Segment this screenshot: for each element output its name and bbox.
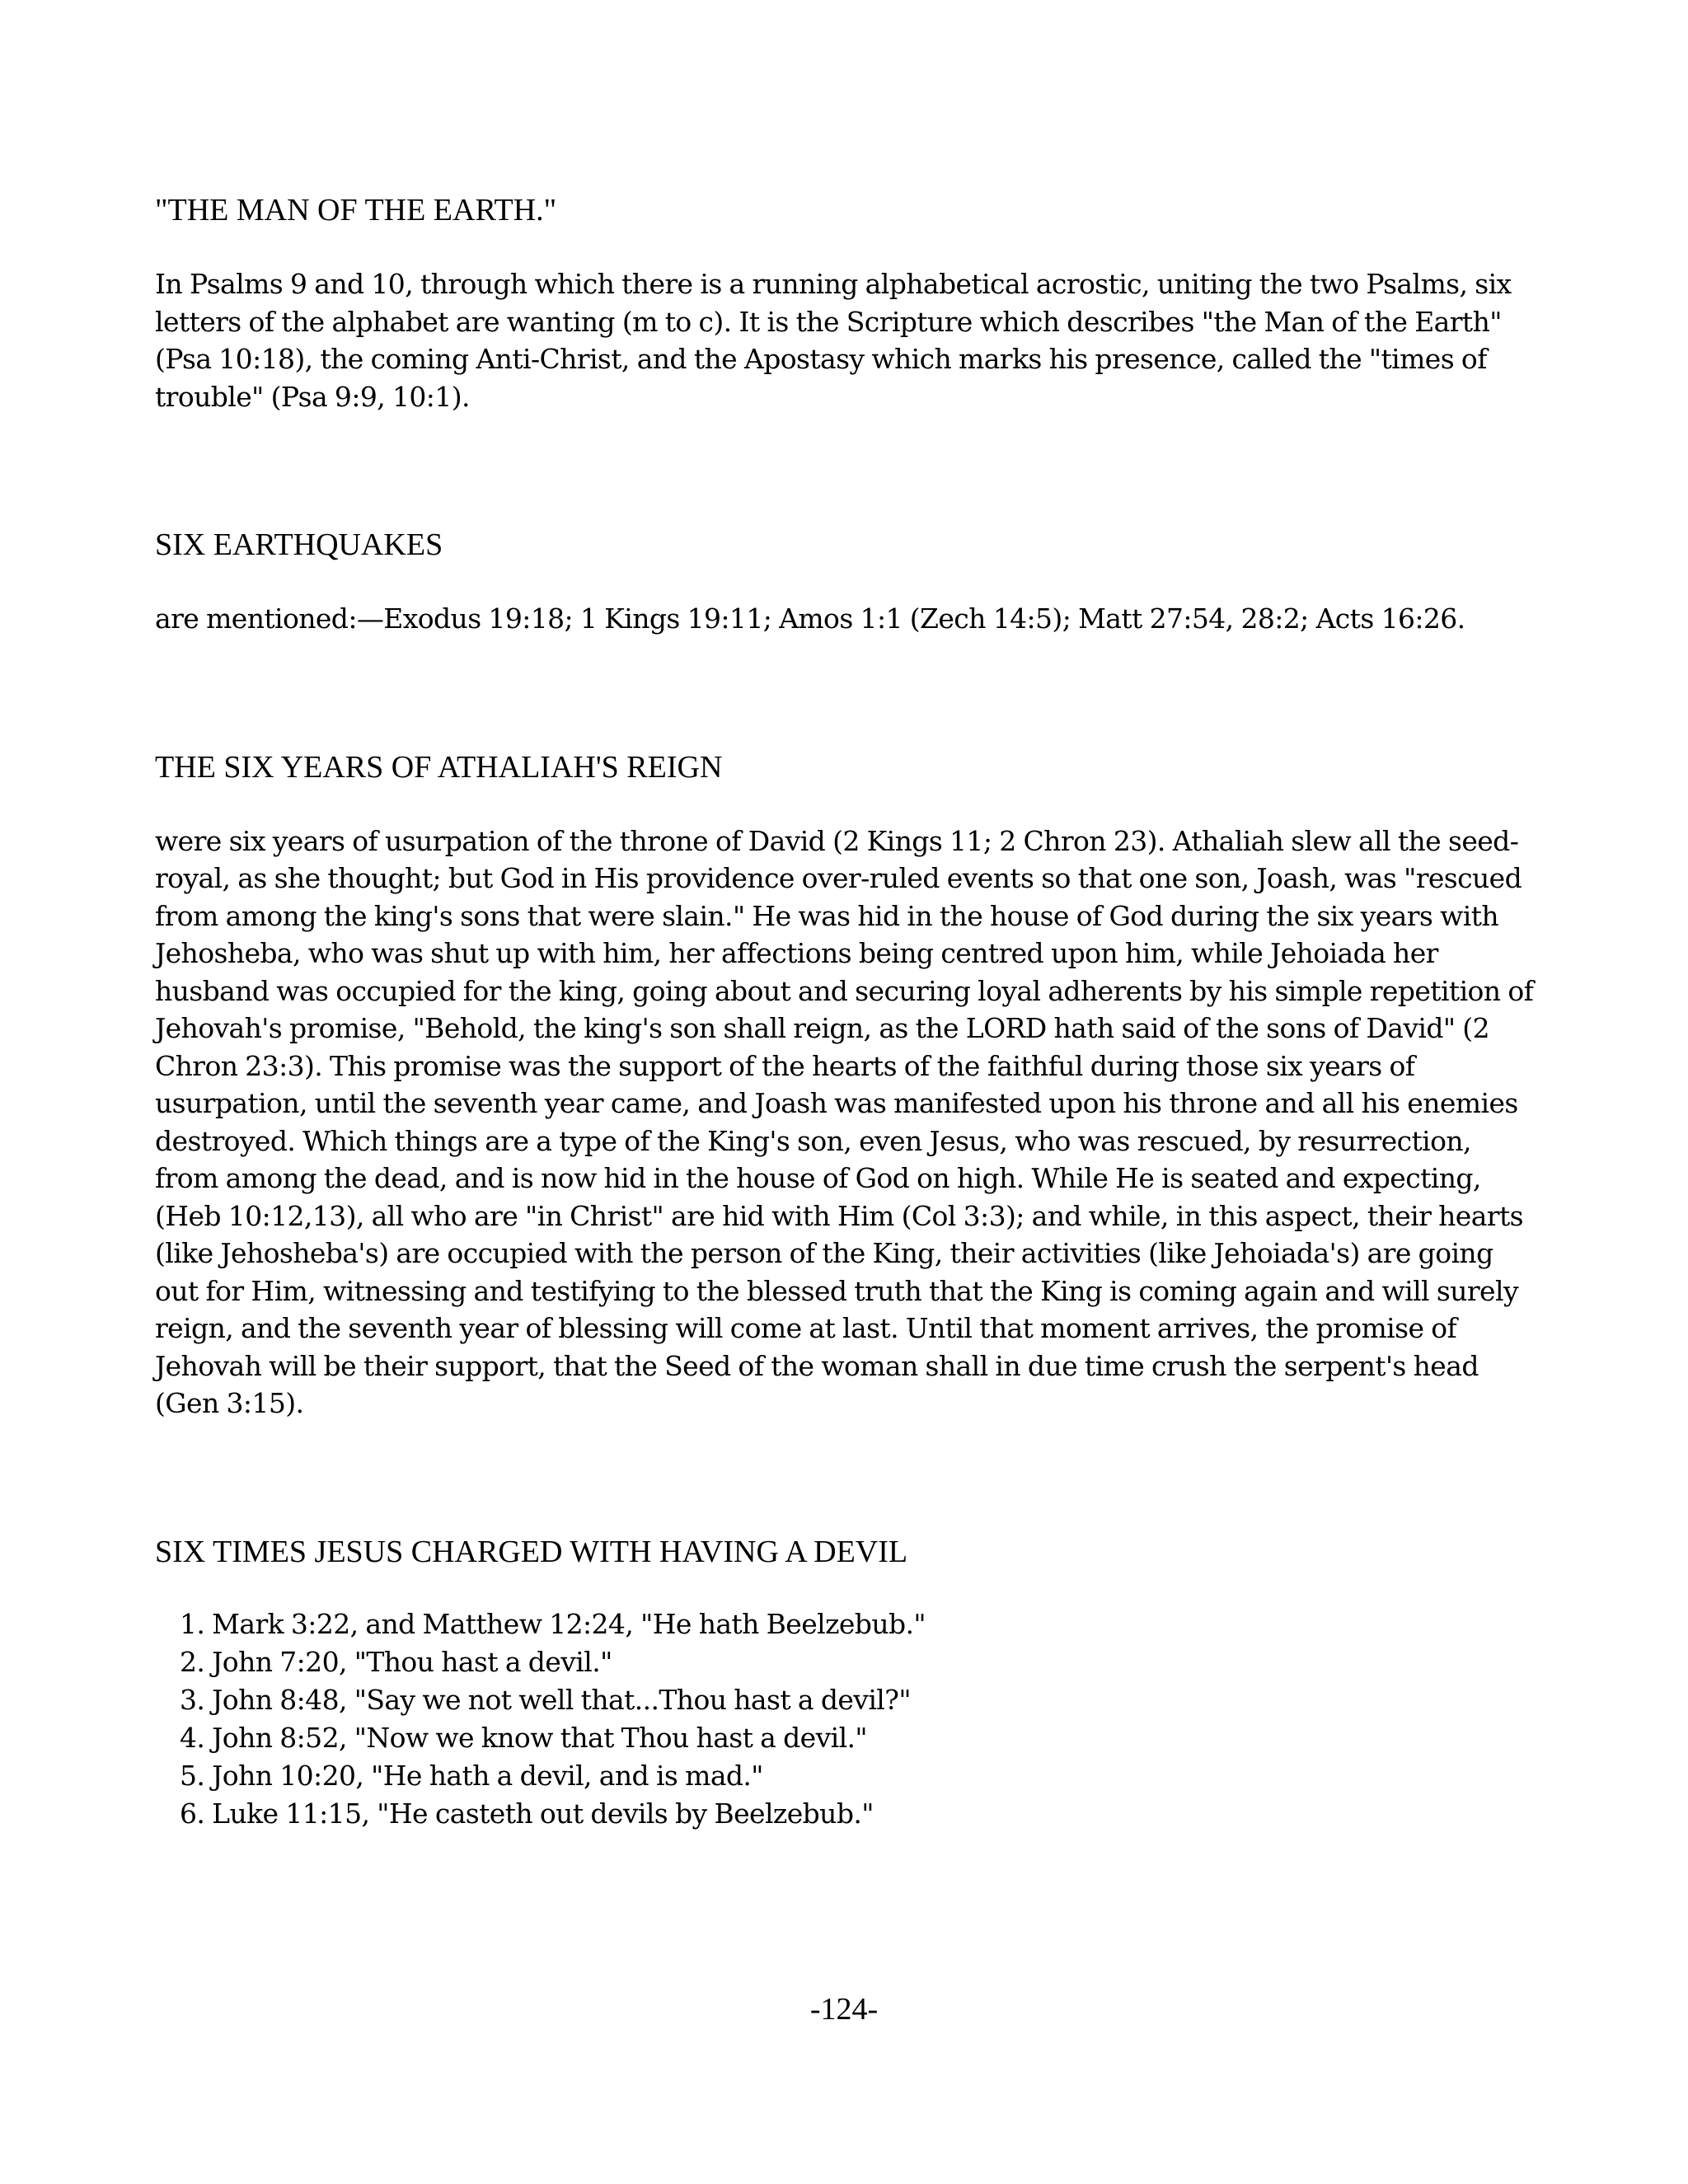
list-item: 1. Mark 3:22, and Matthew 12:24, "He hath Beelzebub." [180, 1607, 926, 1640]
list-item: 4. John 8:52, "Now we know that Thou hast a devil." [180, 1721, 867, 1754]
section-body-man-of-earth: In Psalms 9 and 10, through which there is a running alphabetical acrostic, uniting the two Psalms, six letters of the alphabet are wanting (m to c). It is the Scripture which describes "the Man of the Earth" (Psa 10:18), the coming Anti-Christ, and the Apostasy which marks his presence, called the "times of trouble" (Psa 9:9, 10:1). [155, 268, 1512, 413]
section-heading-devil-charges: SIX TIMES JESUS CHARGED WITH HAVING A DEVIL [155, 1534, 908, 1569]
section-body-earthquakes: are mentioned:—Exodus 19:18; 1 Kings 19:11; Amos 1:1 (Zech 14:5); Matt 27:54, 28:2; Acts 16:26. [155, 602, 1465, 635]
devil-charges-list [155, 1605, 1540, 1833]
page-number: -124- [809, 1992, 879, 2027]
section-heading-earthquakes: SIX EARTHQUAKES [155, 527, 443, 562]
document-page [155, 191, 1540, 1833]
list-item: 5. John 10:20, "He hath a devil, and is mad." [180, 1759, 763, 1792]
list-item: 6. Luke 11:15, "He casteth out devils by Beelzebub." [180, 1797, 874, 1830]
section-heading-man-of-earth: "THE MAN OF THE EARTH." [155, 193, 557, 227]
list-item: 3. John 8:48, "Say we not well that...Thou hast a devil?" [180, 1683, 911, 1716]
section-heading-athaliah: THE SIX YEARS OF ATHALIAH'S REIGN [155, 749, 723, 785]
section-body-athaliah: were six years of usurpation of the throne of David (2 Kings 11; 2 Chron 23). Athaliah slew all the seed-royal, as she thought; but God in His providence over-ruled events so that one son, Joash, was "rescued from among the king's sons that were slain." He was hid in the house of God during the six years with Jehosheba, who was shut up with him, her affections being centred upon him, while Jehoiada her husband was occupied for the king, going about and securing loyal adherents by his simple repetition of Jehovah's promise, "Behold, the king's son shall reign, as the LORD hath said of the sons of David" (2 Chron 23:3). This promise was the support of the hearts of the faithful during those six years of usurpation, until the seventh year came, and Joash was manifested upon his throne and all his enemies destroyed. Which things are a type of the King's son, even Jesus, who was rescued, by resurrection, from among the dead, and is now hid in the house of God on high. While He is seated and expecting, (Heb 10:12,13), all who are "in Christ" are hid with Him (Col 3:3); and while, in this aspect, their hearts (like Jehosheba's) are occupied with the person of the King, their activities (like Jehoiada's) are going out for Him, witnessing and testifying to the blessed truth that the King is coming again and will surely reign, and the seventh year of blessing will come at last. Until that moment arrives, the promise of Jehovah will be their support, that the Seed of the woman shall in due time crush the serpent's head (Gen 3:15). [155, 824, 1534, 1419]
list-item: 2. John 7:20, "Thou hast a devil." [180, 1645, 612, 1678]
